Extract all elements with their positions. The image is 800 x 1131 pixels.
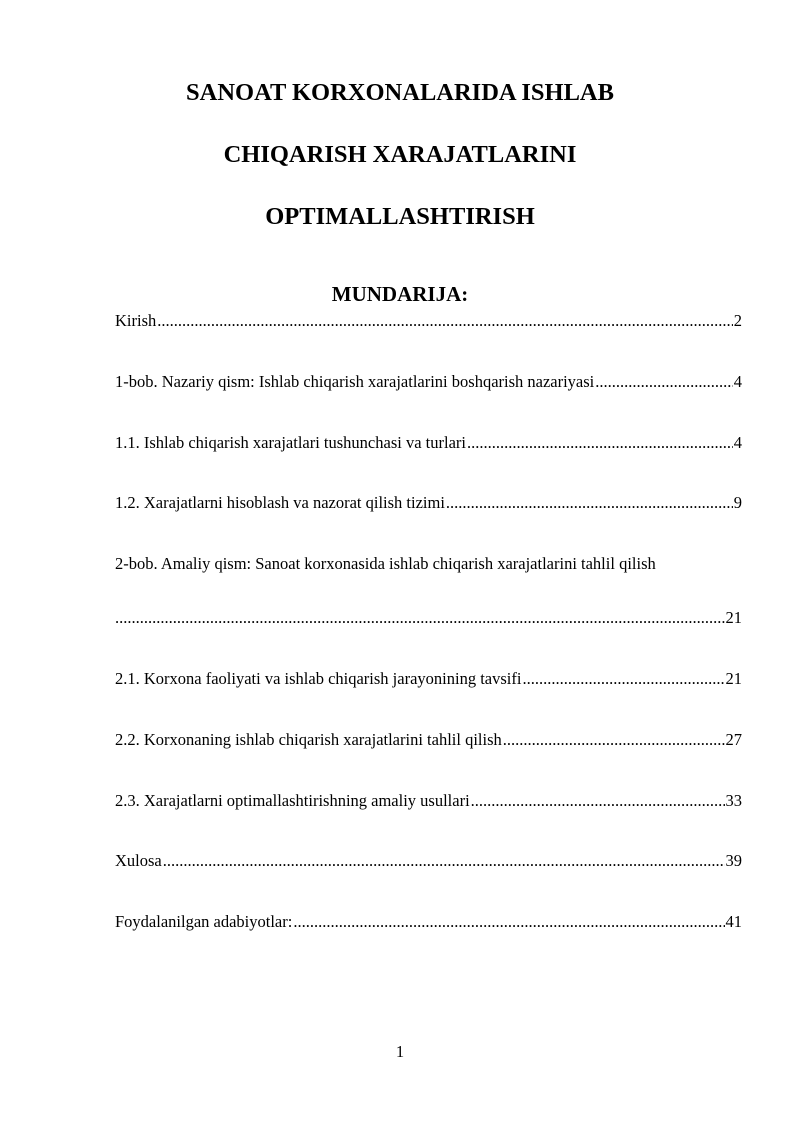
toc-leader: [157, 310, 733, 332]
toc-entry-page: 21: [725, 669, 742, 688]
toc-entry-page: 2: [733, 311, 742, 330]
toc-leader: [595, 371, 732, 393]
title-line-3: OPTIMALLASHTIRISH: [265, 203, 535, 230]
toc-leader: [446, 492, 733, 514]
toc-heading: MUNDARIJA:: [331, 282, 469, 306]
toc-entry-page: 27: [725, 730, 742, 749]
toc-leader: [293, 911, 724, 933]
toc-entry-section-1-1[interactable]: [115, 432, 742, 454]
page-number: 1: [395, 1042, 405, 1061]
toc-entry-text: 2.2. Korxonaning ishlab chiqarish xarajatlarini tahlil qilish: [115, 730, 502, 749]
toc-leader: [503, 729, 725, 751]
toc-entry-text: 2.1. Korxona faoliyati va ishlab chiqarish jarayonining tavsifi: [115, 669, 522, 688]
toc-entry-chapter-2[interactable]: [115, 607, 742, 629]
toc-entry-chapter-2-text[interactable]: 2-bob. Amaliy qism: Sanoat korxonasida ishlab chiqarish xarajatlarini tahlil qilish: [115, 554, 656, 573]
toc-entry-text: 2.3. Xarajatlarni optimallashtirishning amaliy usullari: [115, 791, 470, 810]
toc-entry-text: 1-bob. Nazariy qism: Ishlab chiqarish xarajatlarini boshqarish nazariyasi: [115, 372, 595, 391]
toc-entry-text: Foydalanilgan adabiyotlar:: [115, 912, 293, 931]
toc-entry-xulosa[interactable]: [115, 850, 742, 872]
toc-entry-section-1-2[interactable]: [115, 492, 742, 514]
toc-entry-text: Kirish: [115, 311, 157, 330]
title-line-1: SANOAT KORXONALARIDA ISHLAB: [186, 79, 614, 106]
toc-entry-page: 21: [725, 608, 742, 627]
title-line-2: CHIQARISH XARAJATLARINI: [223, 141, 577, 168]
toc-entry-text: 1.2. Xarajatlarni hisoblash va nazorat qilish tizimi: [115, 493, 445, 512]
toc-entry-page: 4: [733, 433, 742, 452]
toc-entry-section-2-2[interactable]: [115, 729, 742, 751]
toc-leader: [115, 607, 725, 629]
toc-entry-text: 1.1. Ishlab chiqarish xarajatlari tushunchasi va turlari: [115, 433, 466, 452]
toc-entry-references[interactable]: [115, 911, 742, 933]
toc-entry-kirish[interactable]: [115, 310, 742, 332]
toc-leader: [163, 850, 725, 872]
toc-entry-chapter-1[interactable]: [115, 371, 742, 393]
toc-leader: [522, 668, 724, 690]
toc-entry-section-2-3[interactable]: [115, 790, 742, 812]
toc-entry-page: 39: [725, 851, 742, 870]
toc-entry-page: 41: [725, 912, 742, 931]
toc-entry-section-2-1[interactable]: [115, 668, 742, 690]
toc-entry-page: 4: [733, 372, 742, 391]
toc-entry-page: 33: [725, 791, 742, 810]
toc-entry-text: Xulosa: [115, 851, 162, 870]
toc-leader: [467, 432, 733, 454]
toc-leader: [471, 790, 725, 812]
toc-entry-page: 9: [733, 493, 742, 512]
